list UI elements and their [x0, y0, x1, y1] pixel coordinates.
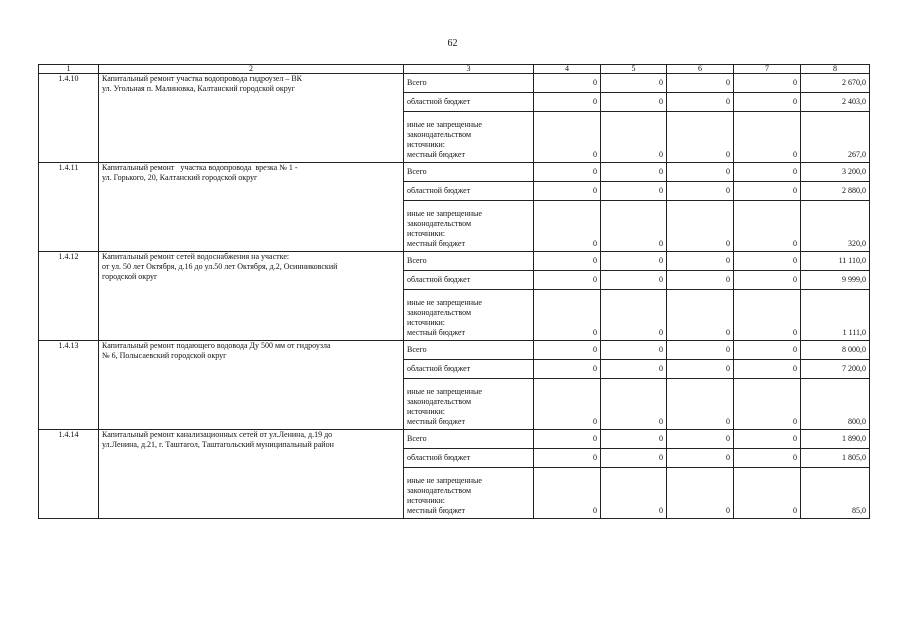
- value-total: 0: [601, 252, 667, 271]
- source-regional-label: областной бюджет: [404, 449, 534, 468]
- source-total-label: Всего: [404, 74, 534, 93]
- value-other: 0: [534, 379, 601, 430]
- value-other: 0: [601, 290, 667, 341]
- source-other-line: законодательством: [407, 308, 472, 317]
- column-header: 7: [734, 65, 801, 74]
- item-code: 1.4.11: [39, 163, 99, 252]
- table-row: [39, 341, 870, 360]
- value-regional: 7 200,0: [801, 360, 870, 379]
- value-regional: 0: [667, 449, 734, 468]
- source-other-label: [404, 290, 534, 341]
- page-number: 62: [447, 38, 458, 49]
- source-regional-label: областной бюджет: [404, 271, 534, 290]
- value-regional: 0: [601, 271, 667, 290]
- column-header: 3: [404, 65, 534, 74]
- value-other: 0: [601, 112, 667, 163]
- value-total: 0: [734, 341, 801, 360]
- value-total: 0: [734, 74, 801, 93]
- value-regional: 0: [734, 271, 801, 290]
- value-regional: 0: [534, 360, 601, 379]
- value-regional: 0: [734, 93, 801, 112]
- value-total: 0: [601, 430, 667, 449]
- source-other-line: источники:: [407, 140, 445, 149]
- source-other-line: законодательством: [407, 397, 472, 406]
- value-other: 0: [734, 290, 801, 341]
- value-other: 0: [534, 290, 601, 341]
- source-regional-label: областной бюджет: [404, 360, 534, 379]
- column-header: 1: [39, 65, 99, 74]
- value-other: 0: [534, 201, 601, 252]
- value-regional: 0: [601, 360, 667, 379]
- value-regional: 0: [734, 449, 801, 468]
- value-total: 0: [667, 252, 734, 271]
- value-regional: 2 403,0: [801, 93, 870, 112]
- value-other: 0: [534, 112, 601, 163]
- column-header: 5: [601, 65, 667, 74]
- value-regional: 0: [601, 93, 667, 112]
- source-other-label: [404, 379, 534, 430]
- source-other-line: иные не запрещенные: [407, 387, 482, 396]
- item-code: 1.4.13: [39, 341, 99, 430]
- source-other-label: [404, 468, 534, 519]
- value-regional: 0: [534, 182, 601, 201]
- value-other: 0: [734, 468, 801, 519]
- value-total: 0: [534, 430, 601, 449]
- source-other-line: местный бюджет: [407, 506, 465, 515]
- source-other-line: иные не запрещенные: [407, 298, 482, 307]
- value-total: 0: [534, 163, 601, 182]
- value-other: 0: [734, 112, 801, 163]
- value-regional: 0: [667, 360, 734, 379]
- value-total: 0: [734, 252, 801, 271]
- value-other: 0: [667, 201, 734, 252]
- value-total: 0: [667, 430, 734, 449]
- source-other-line: местный бюджет: [407, 150, 465, 159]
- value-total: 0: [601, 341, 667, 360]
- table-row: [39, 430, 870, 449]
- value-other: 0: [734, 379, 801, 430]
- item-name: Капитальный ремонт участка водопровода врезка № 1 - ул. Горького, 20, Калтанский городской округ: [99, 163, 404, 252]
- value-total: 0: [667, 163, 734, 182]
- value-regional: 2 880,0: [801, 182, 870, 201]
- value-other: 0: [667, 468, 734, 519]
- source-other-line: иные не запрещенные: [407, 120, 482, 129]
- value-regional: 0: [667, 182, 734, 201]
- value-regional: 0: [534, 271, 601, 290]
- value-other: 1 111,0: [801, 290, 870, 341]
- value-total: 1 890,0: [801, 430, 870, 449]
- value-other: 320,0: [801, 201, 870, 252]
- value-total: 11 110,0: [801, 252, 870, 271]
- item-code: 1.4.14: [39, 430, 99, 519]
- column-header: 8: [801, 65, 870, 74]
- value-total: 3 200,0: [801, 163, 870, 182]
- value-other: 85,0: [801, 468, 870, 519]
- budget-table: [38, 64, 870, 519]
- value-total: 0: [734, 163, 801, 182]
- value-other: 0: [734, 201, 801, 252]
- value-regional: 9 999,0: [801, 271, 870, 290]
- item-name: Капитальный ремонт сетей водоснабжения на участке: от ул. 50 лет Октября, д.16 до ул.50 лет Октября, д.2, Осинниковский городской округ: [99, 252, 404, 341]
- value-total: 8 000,0: [801, 341, 870, 360]
- item-name: Капитальный ремонт участка водопровода гидроузел – ВК ул. Угольная п. Малиновка, Калтанский городской округ: [99, 74, 404, 163]
- value-regional: 0: [601, 182, 667, 201]
- value-regional: 0: [534, 93, 601, 112]
- table-row: [39, 163, 870, 182]
- source-other-line: законодательством: [407, 219, 472, 228]
- source-total-label: Всего: [404, 252, 534, 271]
- value-total: 0: [667, 74, 734, 93]
- item-name: Капитальный ремонт подающего водовода Ду 500 мм от гидроузла № 6, Полысаевский городской округ: [99, 341, 404, 430]
- source-other-line: законодательством: [407, 130, 472, 139]
- value-total: 0: [601, 74, 667, 93]
- source-total-label: Всего: [404, 163, 534, 182]
- column-header: 4: [534, 65, 601, 74]
- value-regional: 0: [534, 449, 601, 468]
- value-other: 0: [667, 112, 734, 163]
- value-total: 0: [601, 163, 667, 182]
- value-other: 0: [601, 468, 667, 519]
- table-row: [39, 74, 870, 93]
- value-total: 0: [534, 341, 601, 360]
- source-other-line: источники:: [407, 318, 445, 327]
- value-regional: 0: [734, 182, 801, 201]
- source-other-line: законодательством: [407, 486, 472, 495]
- column-header: 2: [99, 65, 404, 74]
- source-other-label: [404, 112, 534, 163]
- value-total: 0: [534, 74, 601, 93]
- value-regional: 0: [667, 93, 734, 112]
- value-regional: 0: [667, 271, 734, 290]
- value-regional: 0: [734, 360, 801, 379]
- source-other-line: источники:: [407, 407, 445, 416]
- value-other: 800,0: [801, 379, 870, 430]
- item-code: 1.4.10: [39, 74, 99, 163]
- column-number-row: [39, 65, 870, 74]
- value-regional: 0: [601, 449, 667, 468]
- value-regional: 1 805,0: [801, 449, 870, 468]
- value-other: 267,0: [801, 112, 870, 163]
- source-other-label: [404, 201, 534, 252]
- table-row: [39, 252, 870, 271]
- source-other-line: иные не запрещенные: [407, 476, 482, 485]
- value-total: 2 670,0: [801, 74, 870, 93]
- source-other-line: местный бюджет: [407, 417, 465, 426]
- source-other-line: местный бюджет: [407, 328, 465, 337]
- source-other-line: источники:: [407, 229, 445, 238]
- value-total: 0: [534, 252, 601, 271]
- source-other-line: источники:: [407, 496, 445, 505]
- value-other: 0: [667, 290, 734, 341]
- source-other-line: иные не запрещенные: [407, 209, 482, 218]
- source-regional-label: областной бюджет: [404, 93, 534, 112]
- value-other: 0: [667, 379, 734, 430]
- value-other: 0: [601, 379, 667, 430]
- value-other: 0: [601, 201, 667, 252]
- table-body: [39, 65, 870, 519]
- source-regional-label: областной бюджет: [404, 182, 534, 201]
- value-other: 0: [534, 468, 601, 519]
- column-header: 6: [667, 65, 734, 74]
- source-total-label: Всего: [404, 341, 534, 360]
- value-total: 0: [667, 341, 734, 360]
- source-other-line: местный бюджет: [407, 239, 465, 248]
- value-total: 0: [734, 430, 801, 449]
- item-name: Капитальный ремонт канализационных сетей от ул.Ленина, д.19 до ул.Ленина, д.21, г. Таштагол, Таштагольский муниципальный район: [99, 430, 404, 519]
- source-total-label: Всего: [404, 430, 534, 449]
- item-code: 1.4.12: [39, 252, 99, 341]
